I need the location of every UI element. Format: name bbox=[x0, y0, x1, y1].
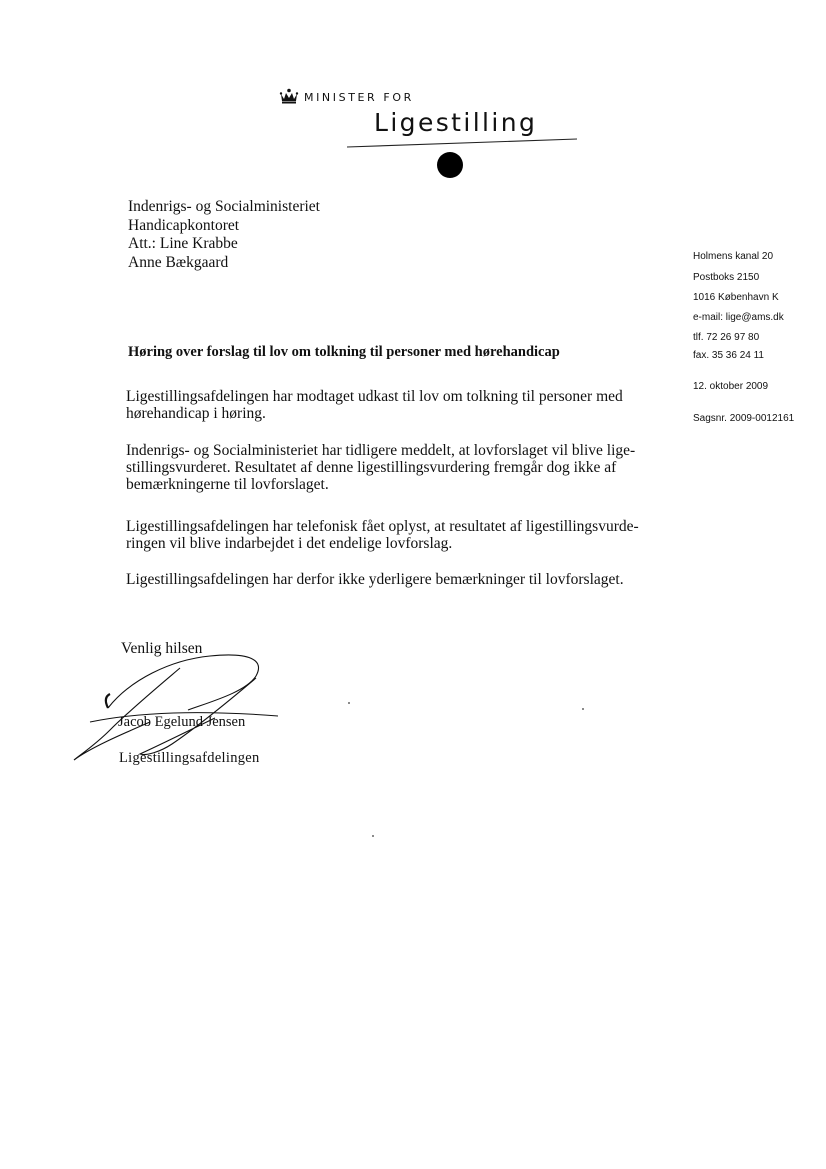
body-line: Indenrigs- og Socialministeriet har tidligere meddelt, at lovforslaget vil blive lige- bbox=[126, 442, 636, 459]
body-paragraph bbox=[126, 518, 639, 552]
body-line: Ligestillingsafdelingen har telefonisk fået oplyst, at resultatet af ligestillingsvurde- bbox=[126, 518, 639, 535]
recipient-address bbox=[128, 198, 320, 272]
sender-phone: tlf. 72 26 97 80 bbox=[693, 332, 760, 343]
letter-subject: Høring over forslag til lov om tolkning til personer med hørehandicap bbox=[128, 344, 560, 360]
scan-speck bbox=[582, 708, 584, 710]
letterhead-dot-logo bbox=[437, 152, 463, 178]
body-paragraph bbox=[126, 388, 623, 422]
handwritten-signature bbox=[60, 640, 300, 780]
sender-fax: fax. 35 36 24 11 bbox=[693, 350, 764, 361]
case-number: Sagsnr. 2009-0012161 bbox=[693, 413, 795, 424]
signer-department: Ligestillingsafdelingen bbox=[119, 750, 260, 766]
sender-email: e-mail: lige@ams.dk bbox=[693, 312, 784, 323]
sender-city: 1016 København K bbox=[693, 292, 779, 303]
letterhead-minister-for: MINISTER FOR bbox=[304, 91, 414, 104]
body-line: ringen vil blive indarbejdet i det endelige lovforslag. bbox=[126, 535, 453, 552]
letter-date: 12. oktober 2009 bbox=[693, 381, 769, 392]
letterhead-ministry-name: Ligestilling bbox=[374, 108, 538, 137]
recipient-line: Att.: Line Krabbe bbox=[128, 235, 238, 252]
body-line: stillingsvurderet. Resultatet af denne ligestillingsvurdering fremgår dog ikke af bbox=[126, 459, 617, 476]
closing-greeting: Venlig hilsen bbox=[121, 640, 203, 657]
body-line: Ligestillingsafdelingen har derfor ikke yderligere bemærkninger til lovforslaget. bbox=[126, 571, 624, 588]
recipient-line: Handicapkontoret bbox=[128, 216, 240, 234]
letterhead-rule bbox=[347, 138, 577, 148]
sender-address: Holmens kanal 20 bbox=[693, 251, 774, 262]
recipient-line: Anne Bækgaard bbox=[128, 253, 229, 271]
body-line: Ligestillingsafdelingen har modtaget udkast til lov om tolkning til personer med bbox=[126, 388, 623, 405]
scan-speck bbox=[348, 702, 350, 704]
body-line: bemærkningerne til lovforslaget. bbox=[126, 476, 329, 493]
sender-po-box: Postboks 2150 bbox=[693, 272, 760, 283]
body-paragraph bbox=[126, 442, 635, 493]
recipient-line: Indenrigs- og Socialministeriet bbox=[128, 198, 320, 215]
scan-speck bbox=[372, 835, 374, 837]
body-paragraph bbox=[126, 571, 624, 588]
crown-icon bbox=[279, 88, 299, 104]
signer-name: Jacob Egelund Jensen bbox=[118, 714, 246, 730]
body-line: hørehandicap i høring. bbox=[126, 405, 266, 422]
